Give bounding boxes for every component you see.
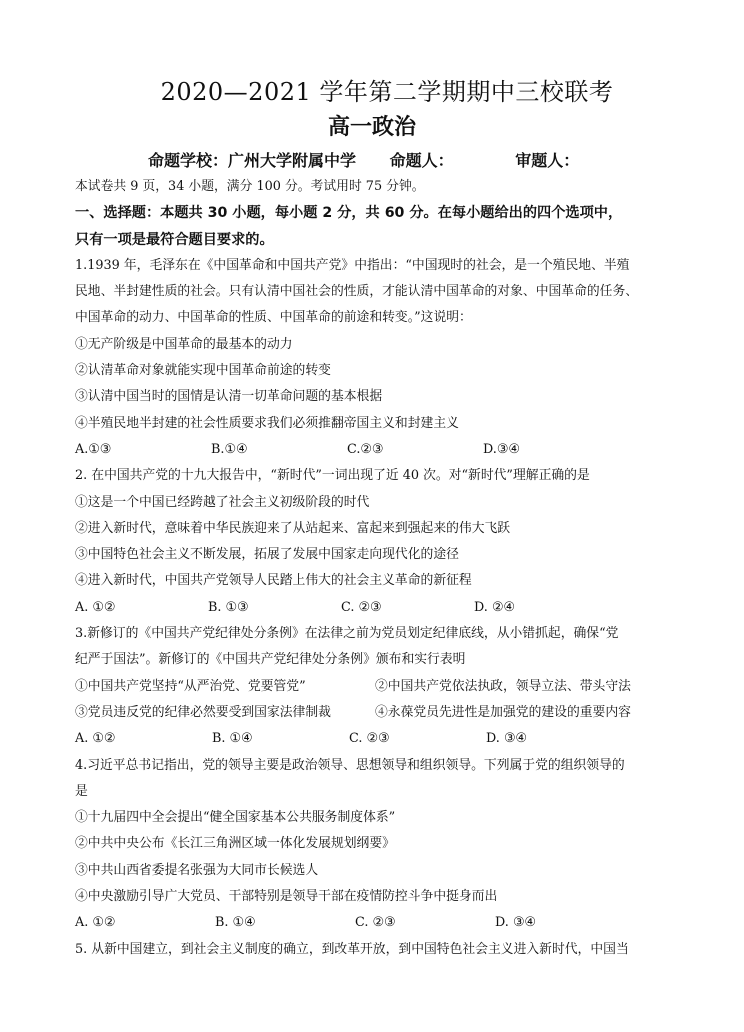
option-c: C. ②③ (355, 915, 396, 931)
question-stem: 纪严于国法”。新修订的《中国共产党纪律处分条例》颁布和实行表明 (75, 652, 466, 668)
statement: ③认清中国当时的国情是认清一切革命问题的基本根据 (75, 389, 383, 405)
question-stem: 民地、半封建性质的社会。只有认清中国社会的性质，才能认清中国革命的对象、中国革命的任务、 (75, 284, 639, 300)
statement: ①无产阶级是中国革命的最基本的动力 (75, 336, 293, 352)
statement: ①十九届四中全会提出“健全国家基本公共服务制度体系” (75, 810, 396, 826)
option-d: D. ③④ (486, 731, 527, 747)
option-c: C.②③ (347, 441, 384, 457)
option-b: B. ①④ (212, 731, 253, 747)
option-b: B. ①③ (208, 599, 249, 615)
statement: ④进入新时代，中国共产党领导人民踏上伟大的社会主义革命的新征程 (75, 573, 472, 589)
statement: ③党员违反党的纪律必然要受到国家法律制裁 (75, 704, 331, 720)
question-1 (75, 253, 687, 463)
exam-intro: 本试卷共 9 页，34 小题，满分 100 分。考试用时 75 分钟。 (75, 179, 425, 194)
answer-options (75, 595, 687, 621)
statement: ①中国共产党坚持“从严治党、党要管党” (75, 678, 306, 694)
section-heading-line2: 只有一项是最符合题目要求的。 (75, 231, 274, 248)
setter-school: 命题学校：广州大学附属中学 (148, 151, 357, 170)
statement: ②进入新时代，意味着中华民族迎来了从站起来、富起来到强起来的伟大飞跃 (75, 520, 511, 536)
section-heading-line1: 一、选择题：本题共 30 小题，每小题 2 分，共 60 分。在每小题给出的四个选项中， (75, 205, 623, 222)
question-stem: 3.新修订的《中国共产党纪律处分条例》在法律之前为党员划定纪律底线，从小错抓起，确保“党 (75, 626, 619, 642)
question-stem: 2. 在中国共产党的十九大报告中，“新时代”一词出现了近 40 次。对“新时代”理解正确的是 (75, 468, 590, 484)
statement: ③中共山西省委提名张强为大同市长候选人 (75, 862, 319, 878)
option-a: A. ①② (75, 915, 116, 931)
question-4 (75, 753, 687, 937)
answer-options (75, 910, 687, 936)
statement: ②中国共产党依法执政，领导立法、带头守法 (375, 678, 631, 694)
question-stem: 是 (75, 783, 88, 799)
statement: ④半殖民地半封建的社会性质要求我们必须推翻帝国主义和封建主义 (75, 415, 459, 431)
statement: ③中国特色社会主义不断发展，拓展了发展中国家走向现代化的途径 (75, 547, 459, 563)
question-2 (75, 463, 687, 621)
statement: ④永葆党员先进性是加强党的建设的重要内容 (375, 704, 631, 720)
exam-content (75, 174, 687, 963)
option-b: B. ①④ (215, 915, 256, 931)
option-a: A.①③ (75, 441, 112, 457)
statement-pair (75, 674, 687, 700)
answer-options (75, 437, 687, 463)
question-stem: 4.习近平总书记指出，党的领导主要是政治领导、思想领导和组织领导。下列属于党的组织领导的 (75, 757, 625, 773)
option-b: B.①④ (211, 441, 248, 457)
question-stem: 1.1939 年，毛泽东在《中国革命和中国共产党》中指出：“中国现时的社会，是一个殖民地、半殖 (75, 257, 630, 273)
exam-title: 2020—2021 学年第二学期期中三校联考 (160, 78, 614, 106)
option-a: A. ①② (75, 731, 116, 747)
author-line (148, 148, 704, 171)
option-c: C. ②③ (349, 731, 390, 747)
statement: ②中共中央公布《长江三角洲区域一体化发展规划纲要》 (75, 836, 395, 852)
question-3 (75, 621, 687, 752)
statement: ④中央激励引导广大党员、干部特别是领导干部在疫情防控斗争中挺身而出 (75, 889, 498, 905)
question-stem: 5. 从新中国建立，到社会主义制度的确立，到改革开放，到中国特色社会主义进入新时代，中国当 (75, 941, 629, 957)
answer-options (75, 726, 687, 752)
option-d: D. ③④ (495, 915, 536, 931)
option-a: A. ①② (75, 599, 116, 615)
question-5 (75, 937, 687, 963)
question-stem: 中国革命的动力、中国革命的性质、中国革命的前途和转变。”这说明： (75, 310, 472, 326)
question-setter: 命题人： (389, 151, 454, 170)
statement: ①这是一个中国已经跨越了社会主义初级阶段的时代 (75, 494, 370, 510)
option-c: C. ②③ (341, 599, 382, 615)
exam-subject: 高一政治 (327, 114, 416, 140)
statement: ②认清革命对象就能实现中国革命前途的转变 (75, 363, 331, 379)
option-d: D. ②④ (474, 599, 515, 615)
option-d: D.③④ (483, 441, 520, 457)
question-reviewer: 审题人： (515, 151, 580, 170)
statement-pair (75, 700, 687, 726)
